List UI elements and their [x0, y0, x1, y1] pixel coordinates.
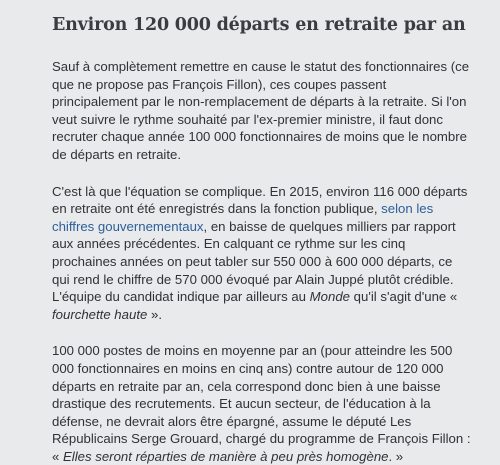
paragraph-2 — [52, 183, 472, 324]
quote-grouard: Elles seront réparties de manière à peu près homogène — [63, 448, 389, 464]
paragraph-3 — [52, 342, 472, 465]
paragraph-3-text: 100 000 postes de moins en moyenne par an (pour atteindre les 500 000 fonctionnaires en moins en cinq ans) contre autour de 120 000 départs en retraite par an, cela correspond donc bien à une baisse drastique des recrutements. Et aucun secteur, de l'éducation à la défense, ne devrait alors être épargné, assume le député Les Républicains Serge Grouard, chargé du programme de François Fillon : « — [52, 343, 471, 464]
paragraph-2-text-a: C'est là que l'équation se complique. En 2015, environ 116 000 départs en retraite ont été enregistrés dans la fonction publique, — [52, 183, 468, 217]
paragraph-2-text-d: ». — [147, 306, 162, 322]
newspaper-name: Monde — [309, 289, 350, 305]
paragraph-2-text-c: qu'il s'agit d'une « — [350, 289, 458, 305]
paragraph-3-end: . » — [388, 448, 404, 464]
article-heading: Environ 120 000 départs en retraite par an — [52, 15, 466, 35]
paragraph-2-text-b: , en baisse de quelques milliers par rapport aux années précédentes. En calquant ce rythme sur les cinq prochaines années on peut tabler sur 550 000 à 600 000 départs, ce qui rend le chiffre de 570 000 évoqué par Alain Juppé plutôt crédible. L'équipe du candidat indique par ailleurs au — [52, 218, 456, 305]
quote-fourchette-haute: fourchette haute — [52, 306, 148, 322]
source-link-government-figures[interactable]: selon les chiffres gouvernementaux — [52, 201, 434, 234]
paragraph-1: Sauf à complètement remettre en cause le statut des fonctionnaires (ce que ne propose pas François Fillon), ces coupes passent principalement par le non-remplacement de départs à la retraite. Si l'on veut suivre le rythme souhaité par l'ex-premier ministre, il faut donc recruter chaque année 100 000 fonctionnaires de moins que le nombre de départs en retraite. — [52, 59, 470, 162]
